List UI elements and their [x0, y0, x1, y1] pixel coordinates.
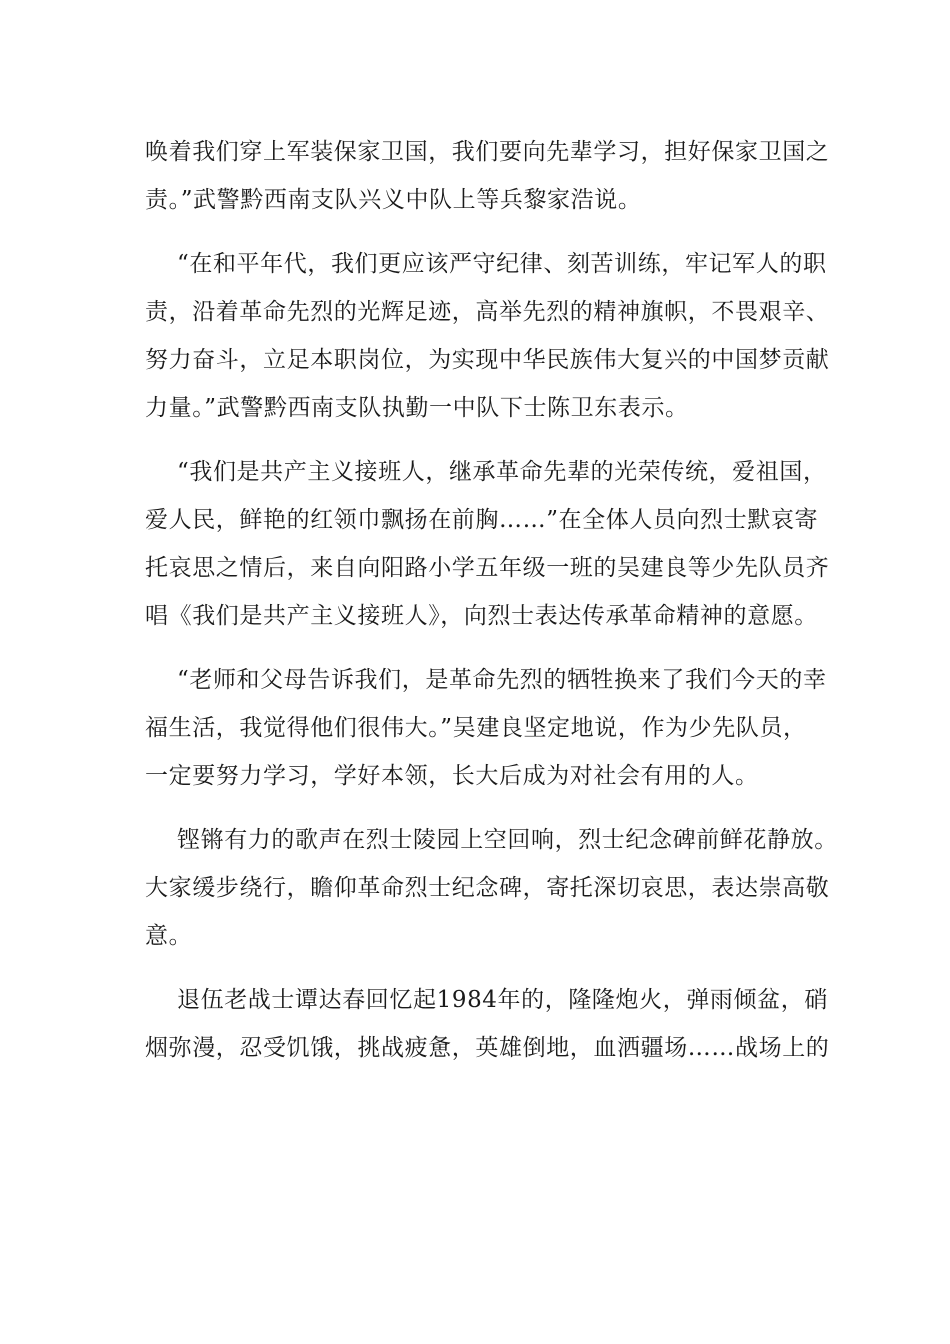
paragraph-4: [145, 656, 827, 800]
paragraph-line: 责，沿着革命先烈的光辉足迹，高举先烈的精神旗帜，不畏艰辛、: [145, 299, 830, 325]
paragraph-line: 唤着我们穿上军装保家卫国，我们要向先辈学习，担好保家卫国之: [145, 139, 830, 165]
paragraph-2: [145, 240, 830, 432]
paragraph-line: “老师和父母告诉我们，是革命先烈的牺牲换来了我们今天的幸: [177, 667, 827, 693]
paragraph-line: 托哀思之情后，来自向阳路小学五年级一班的吴建良等少先队员齐: [145, 555, 830, 581]
paragraph-line: 烟弥漫，忍受饥饿，挑战疲惫，英雄倒地，血洒疆场……战场上的: [145, 1035, 830, 1061]
paragraph-line: 意。: [145, 923, 193, 949]
paragraph-3: [145, 448, 830, 640]
paragraph-line: 大家缓步绕行，瞻仰革命烈士纪念碑，寄托深切哀思，表达崇高敬: [145, 875, 830, 901]
paragraph-line: 退伍老战士谭达春回忆起1984年的，隆隆炮火，弹雨倾盆，硝: [177, 987, 828, 1013]
article-body: [145, 128, 838, 1088]
paragraph-line: 努力奋斗，立足本职岗位，为实现中华民族伟大复兴的中国梦贡献: [145, 347, 830, 373]
paragraph-5: [145, 816, 838, 960]
paragraph-line: 爱人民，鲜艳的红领巾飘扬在前胸……”在全体人员向烈士默哀寄: [145, 507, 819, 533]
paragraph-1: [145, 128, 830, 224]
paragraph-line: “我们是共产主义接班人，继承革命先辈的光荣传统，爱祖国，: [177, 459, 827, 485]
paragraph-line: 唱《我们是共产主义接班人》，向烈士表达传承革命精神的意愿。: [145, 603, 818, 629]
paragraph-line: “在和平年代，我们更应该严守纪律、刻苦训练，牢记军人的职: [177, 251, 827, 277]
paragraph-line: 责。”武警黔西南支队兴义中队上等兵黎家浩说。: [145, 187, 642, 213]
paragraph-line: 力量。”武警黔西南支队执勤一中队下士陈卫东表示。: [145, 395, 689, 421]
paragraph-line: 福生活，我觉得他们很伟大。”吴建良坚定地说，作为少先队员，: [145, 715, 807, 741]
paragraph-6: [145, 976, 830, 1072]
paragraph-line: 铿锵有力的歌声在烈士陵园上空回响，烈士纪念碑前鲜花静放。: [177, 827, 838, 853]
paragraph-line: 一定要努力学习，学好本领，长大后成为对社会有用的人。: [145, 763, 759, 789]
